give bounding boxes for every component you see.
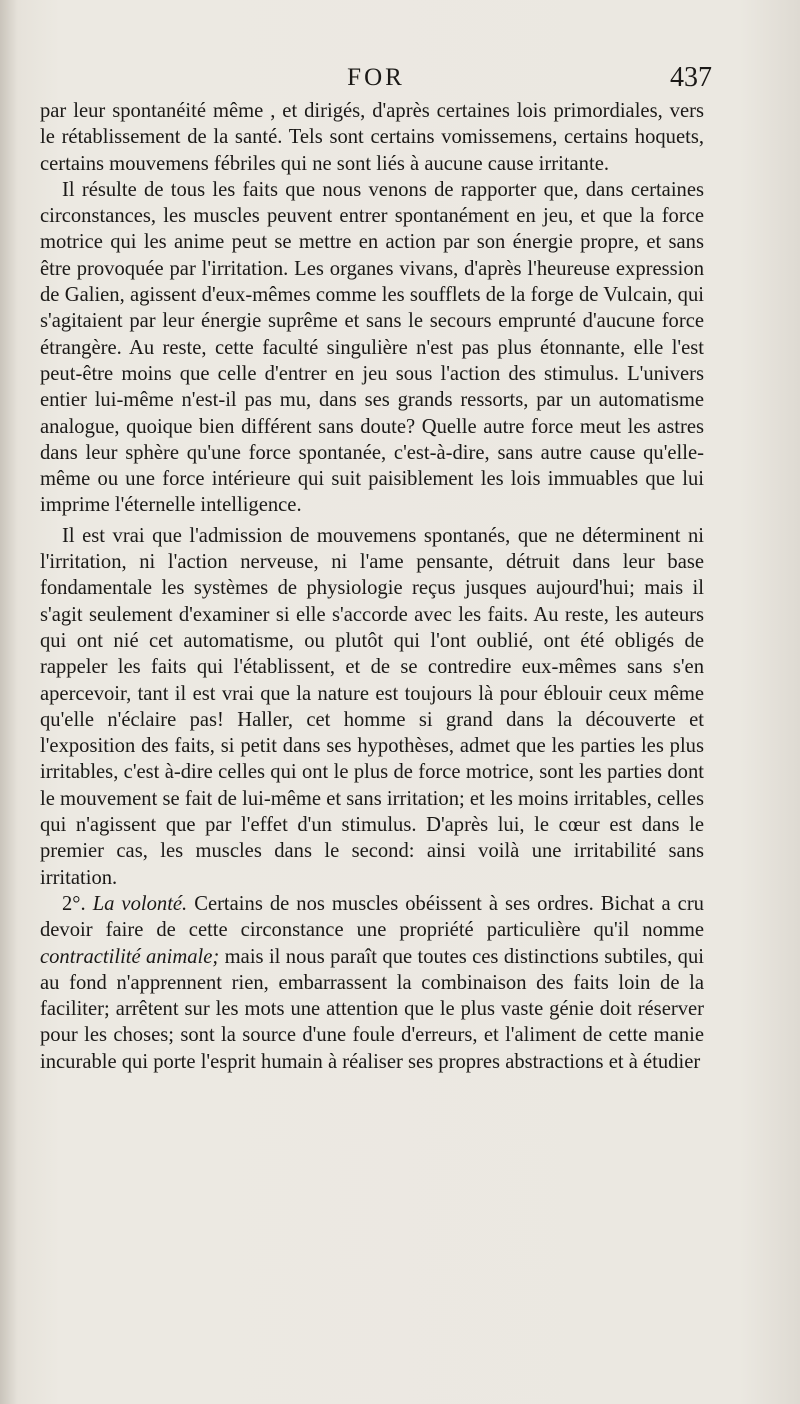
paragraph-4-text-b: mais il nous paraît que toutes ces distinctions subtiles, qui au fond n'apprennent rien, embarrassent la combinaison des faits loin de la faciliter; arrêtent sur les mots une attention que le plus vaste génie doit réserver pour les choses; sont la source d'une foule d'erreurs, et l'aliment de cette manie incurable qui porte l'esprit humain à réaliser ses propres abstractions et à étudier (40, 945, 704, 1073)
paragraph-number: 2°. (62, 892, 86, 915)
italic-term: contractilité animale; (40, 945, 220, 968)
paragraph-1: par leur spontanéité même , et dirigés, d'après certaines lois primordiales, vers le rétablissement de la santé. Tels sont certains vomissemens, certains hoquets, certains mouvemens fébriles qui ne sont liés à aucune cause irritante. (40, 100, 704, 175)
paragraph-2: Il résulte de tous les faits que nous venons de rapporter que, dans certaines circonstances, les muscles peuvent entrer spontanément en jeu, et que la force motrice qui les anime peut se mettre en action par son énergie propre, et sans être provoquée par l'irritation. Les organes vivans, d'après l'heureuse expression de Galien, agissent d'eux-mêmes comme les soufflets de la forge de Vulcain, qui s'agitaient par leur énergie suprême et sans le secours emprunté d'aucune force étrangère. Au reste, cette faculté singulière n'est pas plus étonnante, elle l'est peut-être moins que celle d'entrer en jeu sous l'action des stimulus. L'univers entier lui-même n'est-il pas mu, dans ses grands ressorts, par un automatisme analogue, quoique bien différent sans doute? Quelle autre force meut les astres dans leur sphère qu'une force spontanée, c'est-à-dire, sans autre cause qu'elle-même ou une force intérieure qui suit paisiblement les lois immuables que lui imprime l'éternelle intelligence. (40, 178, 704, 517)
section-heading: La volonté. (92, 892, 188, 915)
page-number: 437 (670, 62, 712, 93)
body-text (40, 98, 704, 1075)
paragraph-3: Il est vrai que l'admission de mouvemens spontanés, que ne déterminent ni l'irritation, ni l'action nerveuse, ni l'ame pensante, détruit dans leur base fondamentale les systèmes de physiologie reçus jusques aujourd'hui; mais il s'agit seulement d'examiner si elle s'accorde avec les faits. Au reste, les auteurs qui ont nié cet automatisme, ou plutôt qui l'ont oublié, ont été obligés de rappeler les faits qui l'établissent, et de se contredire eux-mêmes sans s'en apercevoir, tant il est vrai que la nature est toujours là pour éblouir ceux même qu'elle n'éclaire pas! Haller, cet homme si grand dans la découverte et l'exposition des faits, si petit dans ses hypothèses, admet que les parties les plus irritables, c'est à-dire celles qui ont le plus de force motrice, sont les parties dont le mouvement se fait de lui-même et sans irritation; et les moins irritables, celles qui n'agissent que par l'effet d'un stimulus. D'après lui, le cœur est dans le premier cas, les muscles dans le second: ainsi voilà une irritabilité sans irritation. (40, 524, 704, 889)
page-header (40, 60, 712, 94)
running-head: FOR (347, 64, 405, 91)
paragraph-4 (40, 891, 704, 1075)
paragraph-4-text-a: Certains de nos muscles obéissent à ses ordres. Bichat a cru devoir faire de cette circonstance une propriété particulière qu'il nomme (40, 892, 704, 942)
